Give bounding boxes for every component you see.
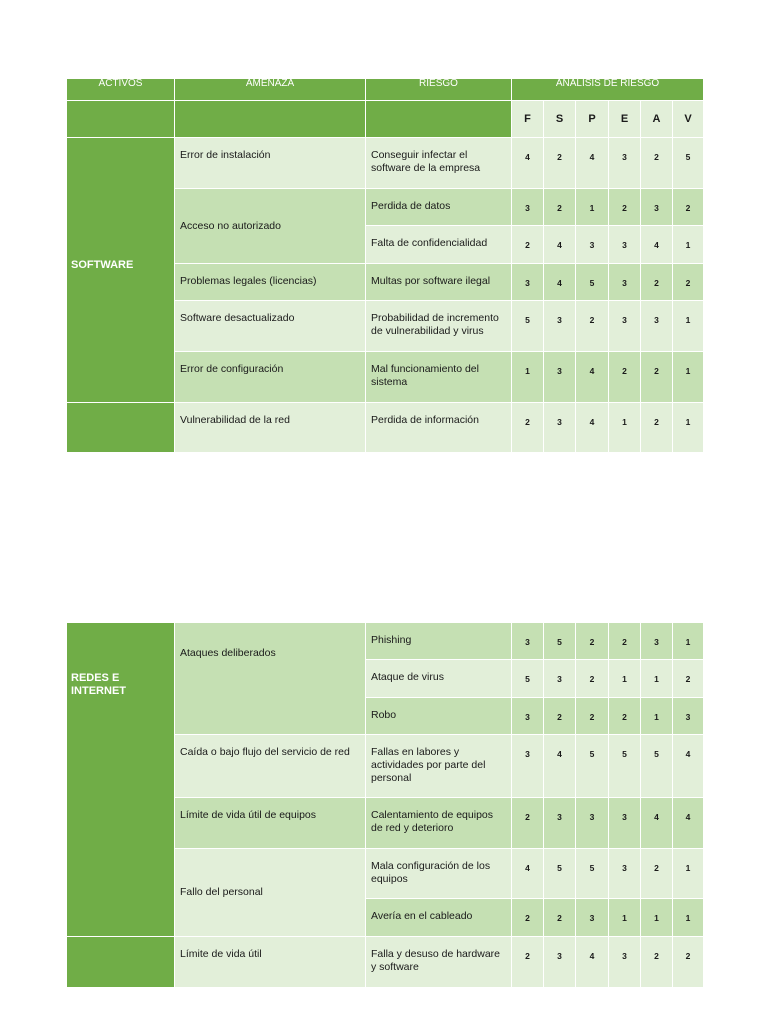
- value-p: 2: [576, 301, 609, 352]
- header-letter-s: S: [544, 101, 576, 138]
- value-s: 4: [544, 226, 576, 264]
- risk-table-software: [66, 78, 704, 453]
- value-f: 5: [512, 660, 544, 698]
- value-p: 3: [576, 899, 609, 937]
- threat-cell: Software desactualizado: [175, 301, 366, 352]
- value-a: 4: [641, 226, 673, 264]
- value-s: 4: [544, 735, 576, 798]
- value-a: 5: [641, 735, 673, 798]
- value-p: 4: [576, 403, 609, 453]
- value-s: 3: [544, 937, 576, 988]
- value-e: 5: [609, 735, 641, 798]
- risk-cell: Multas por software ilegal: [366, 264, 512, 301]
- header-riesgo: RIESGO: [366, 79, 512, 101]
- value-v: 4: [673, 798, 704, 849]
- value-s: 2: [544, 698, 576, 735]
- value-p: 4: [576, 352, 609, 403]
- header-letter-p: P: [576, 101, 609, 138]
- value-f: 3: [512, 264, 544, 301]
- value-p: 4: [576, 138, 609, 189]
- header-letter-e: E: [609, 101, 641, 138]
- risk-cell: Probabilidad de incremento de vulnerabilidad y virus: [366, 301, 512, 352]
- value-v: 2: [673, 937, 704, 988]
- value-v: 1: [673, 849, 704, 899]
- risk-cell: Perdida de datos: [366, 189, 512, 226]
- value-f: 3: [512, 735, 544, 798]
- threat-cell: Error de configuración: [175, 352, 366, 403]
- asset-cell: [67, 623, 175, 937]
- threat-cell: Límite de vida útil: [175, 937, 366, 988]
- table-row: [67, 138, 704, 189]
- value-e: 3: [609, 301, 641, 352]
- value-e: 1: [609, 899, 641, 937]
- header-letter-f: F: [512, 101, 544, 138]
- value-a: 2: [641, 403, 673, 453]
- value-f: 2: [512, 937, 544, 988]
- value-f: 2: [512, 226, 544, 264]
- header-amenaza: AMENAZA: [175, 79, 366, 101]
- value-s: 3: [544, 352, 576, 403]
- asset-cell: [67, 138, 175, 403]
- value-v: 1: [673, 226, 704, 264]
- value-p: 3: [576, 798, 609, 849]
- value-e: 2: [609, 623, 641, 660]
- value-s: 5: [544, 849, 576, 899]
- risk-cell: Ataque de virus: [366, 660, 512, 698]
- value-a: 2: [641, 352, 673, 403]
- value-e: 3: [609, 849, 641, 899]
- risk-table-redes: [66, 622, 704, 988]
- threat-cell: Vulnerabilidad de la red: [175, 403, 366, 453]
- table-row: [67, 623, 704, 660]
- header-spacer: [175, 101, 366, 138]
- value-a: 3: [641, 623, 673, 660]
- value-a: 2: [641, 138, 673, 189]
- value-a: 3: [641, 301, 673, 352]
- value-s: 3: [544, 301, 576, 352]
- value-p: 3: [576, 226, 609, 264]
- value-e: 3: [609, 798, 641, 849]
- value-s: 3: [544, 660, 576, 698]
- risk-cell: Mal funcionamiento del sistema: [366, 352, 512, 403]
- value-f: 3: [512, 189, 544, 226]
- value-a: 1: [641, 698, 673, 735]
- table-row: [67, 403, 704, 453]
- risk-cell: Mala configuración de los equipos: [366, 849, 512, 899]
- risk-cell: Falla y desuso de hardware y software: [366, 937, 512, 988]
- value-v: 1: [673, 352, 704, 403]
- value-f: 3: [512, 698, 544, 735]
- threat-cell: Ataques deliberados: [175, 623, 366, 735]
- value-a: 1: [641, 660, 673, 698]
- value-v: 2: [673, 264, 704, 301]
- risk-cell: Phishing: [366, 623, 512, 660]
- table-row: [67, 937, 704, 988]
- threat-cell: Error de instalación: [175, 138, 366, 189]
- value-v: 1: [673, 623, 704, 660]
- value-s: 3: [544, 403, 576, 453]
- value-p: 5: [576, 735, 609, 798]
- value-e: 2: [609, 352, 641, 403]
- header-letter-v: V: [673, 101, 704, 138]
- value-a: 2: [641, 849, 673, 899]
- risk-cell: Calentamiento de equipos de red y deterioro: [366, 798, 512, 849]
- value-v: 4: [673, 735, 704, 798]
- asset-cell-empty: [67, 403, 175, 453]
- value-v: 2: [673, 660, 704, 698]
- value-v: 1: [673, 403, 704, 453]
- value-e: 1: [609, 660, 641, 698]
- risk-cell: Robo: [366, 698, 512, 735]
- threat-cell: Caída o bajo flujo del servicio de red: [175, 735, 366, 798]
- header-analisis: ANÁLISIS DE RIESGO: [512, 79, 704, 101]
- header-activos: ACTIVOS: [67, 79, 175, 101]
- asset-label: SOFTWARE: [71, 258, 134, 271]
- value-s: 5: [544, 623, 576, 660]
- asset-label: REDES E INTERNET: [71, 672, 126, 697]
- value-a: 1: [641, 899, 673, 937]
- value-p: 1: [576, 189, 609, 226]
- asset-cell-empty: [67, 937, 175, 988]
- value-e: 3: [609, 226, 641, 264]
- threat-cell: Límite de vida útil de equipos: [175, 798, 366, 849]
- value-a: 3: [641, 189, 673, 226]
- value-v: 5: [673, 138, 704, 189]
- value-s: 4: [544, 264, 576, 301]
- risk-cell: Conseguir infectar el software de la empresa: [366, 138, 512, 189]
- risk-cell: Avería en el cableado: [366, 899, 512, 937]
- risk-cell: Fallas en labores y actividades por parte del personal: [366, 735, 512, 798]
- value-e: 3: [609, 264, 641, 301]
- value-p: 5: [576, 264, 609, 301]
- value-f: 2: [512, 899, 544, 937]
- value-v: 1: [673, 899, 704, 937]
- value-e: 3: [609, 937, 641, 988]
- header-spacer: [67, 101, 175, 138]
- header-spacer: [366, 101, 512, 138]
- threat-cell: Acceso no autorizado: [175, 189, 366, 264]
- value-f: 4: [512, 849, 544, 899]
- value-s: 2: [544, 189, 576, 226]
- value-s: 2: [544, 138, 576, 189]
- header-letter-a: A: [641, 101, 673, 138]
- value-v: 1: [673, 301, 704, 352]
- value-f: 1: [512, 352, 544, 403]
- value-v: 2: [673, 189, 704, 226]
- value-f: 3: [512, 623, 544, 660]
- value-f: 2: [512, 798, 544, 849]
- value-s: 3: [544, 798, 576, 849]
- value-p: 2: [576, 623, 609, 660]
- value-e: 3: [609, 138, 641, 189]
- value-f: 5: [512, 301, 544, 352]
- threat-cell: Problemas legales (licencias): [175, 264, 366, 301]
- value-p: 2: [576, 660, 609, 698]
- value-e: 1: [609, 403, 641, 453]
- value-p: 2: [576, 698, 609, 735]
- value-s: 2: [544, 899, 576, 937]
- risk-cell: Perdida de información: [366, 403, 512, 453]
- value-f: 4: [512, 138, 544, 189]
- value-a: 4: [641, 798, 673, 849]
- value-e: 2: [609, 698, 641, 735]
- value-p: 4: [576, 937, 609, 988]
- threat-cell: Fallo del personal: [175, 849, 366, 937]
- value-e: 2: [609, 189, 641, 226]
- value-f: 2: [512, 403, 544, 453]
- risk-cell: Falta de confidencialidad: [366, 226, 512, 264]
- value-a: 2: [641, 264, 673, 301]
- value-p: 5: [576, 849, 609, 899]
- value-v: 3: [673, 698, 704, 735]
- value-a: 2: [641, 937, 673, 988]
